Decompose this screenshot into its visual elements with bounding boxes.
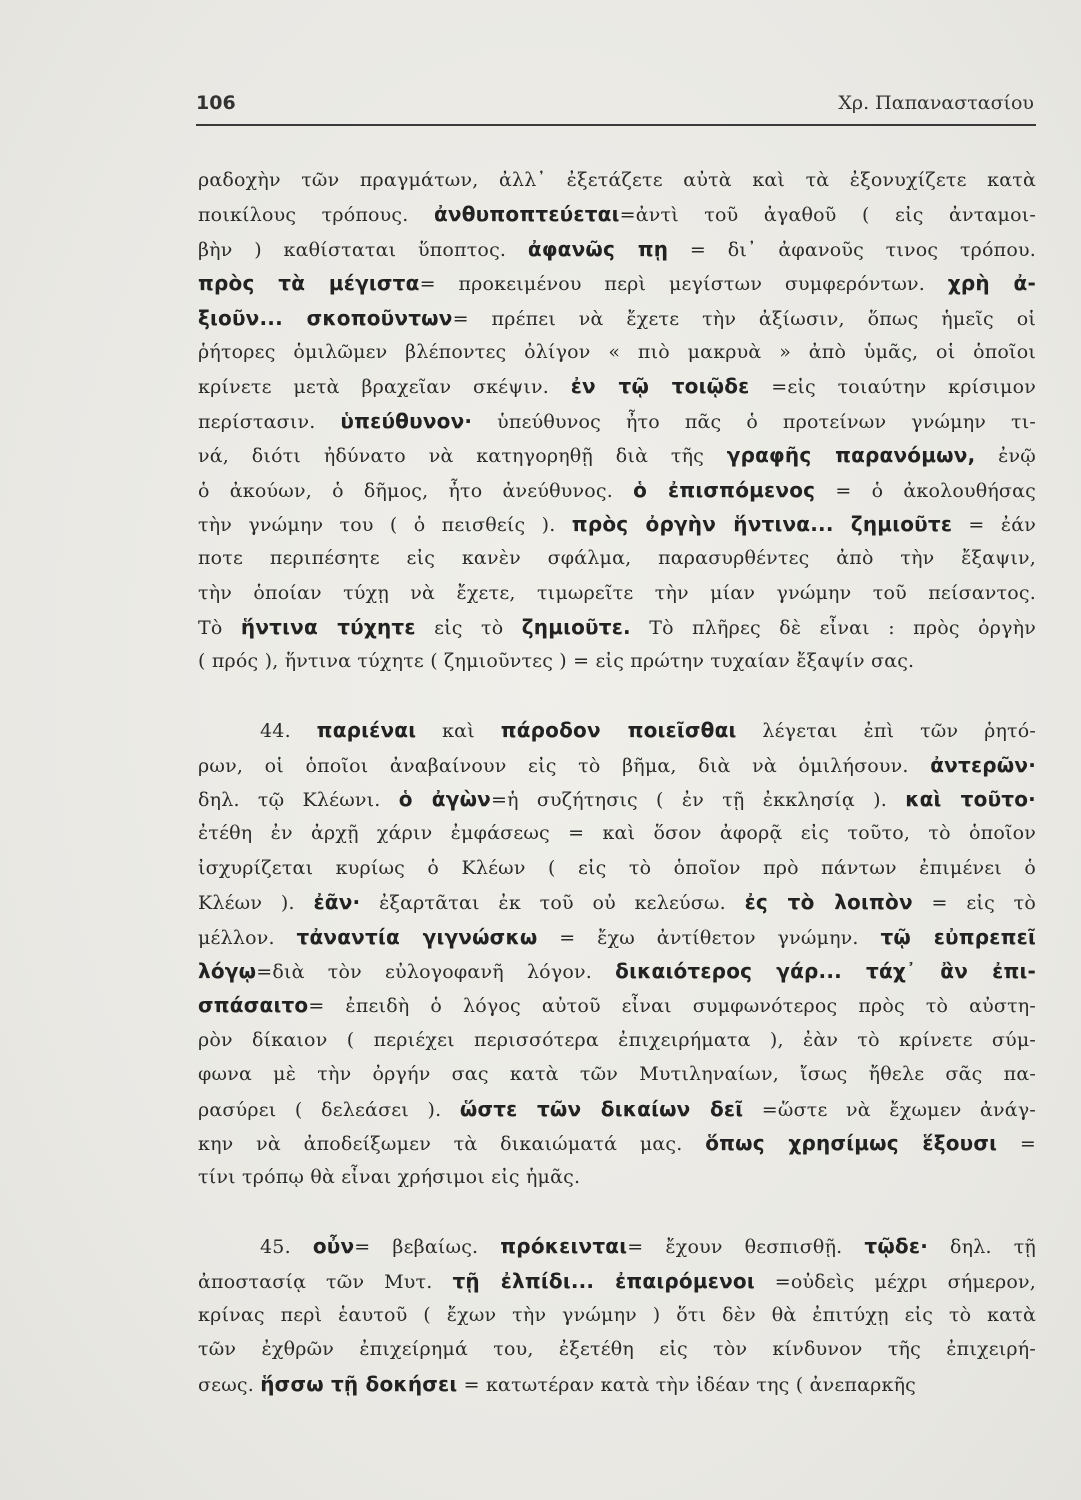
gloss: ρασύρει ( δελεάσει ). bbox=[198, 1098, 460, 1121]
paragraph-gap bbox=[198, 679, 1036, 713]
header-rule bbox=[196, 124, 1036, 126]
lemma: σπάσαιτο bbox=[198, 993, 309, 1018]
gloss: Τὸ bbox=[198, 617, 241, 640]
gloss: λέγεται ἐπὶ τῶν ῥητό- bbox=[736, 720, 1036, 743]
gloss: ἐνῷ bbox=[975, 445, 1036, 468]
gloss: ὁ ἀκούων, ὁ δῆμος, ἦτο ἀνεύθυνος. bbox=[198, 479, 634, 502]
gloss: περίστασιν. bbox=[198, 410, 341, 433]
lemma: τἀναντία γιγνώσκω bbox=[296, 924, 538, 949]
text-line bbox=[198, 782, 1036, 816]
gloss: = δι᾽ ἀφανοῦς τινος τρόπου. bbox=[668, 238, 1036, 261]
text-line bbox=[198, 507, 1036, 541]
lemma: γραφῆς παρανόμων, bbox=[726, 443, 976, 468]
lemma: ἥσσω τῇ δοκήσει bbox=[260, 1371, 458, 1396]
gloss: κρίνετε μετὰ βραχεῖαν σκέψιν. bbox=[198, 376, 571, 399]
gloss: =διὰ τὸν εὐλογοφανῆ λόγον. bbox=[256, 960, 616, 983]
gloss: = προκειμένου περὶ μεγίστων συμφερόντων. bbox=[419, 273, 948, 296]
text-line bbox=[198, 335, 1036, 369]
text-line bbox=[198, 473, 1036, 507]
text-line bbox=[198, 885, 1036, 919]
text-line bbox=[198, 713, 1036, 747]
text-line bbox=[198, 541, 1036, 575]
lemma: λόγῳ bbox=[198, 958, 257, 983]
gloss: = βεβαίως. bbox=[354, 1236, 501, 1259]
lemma: ἐς τὸ λοιπὸν bbox=[744, 890, 913, 915]
gloss: = ἐάν bbox=[952, 513, 1036, 536]
text-line bbox=[198, 851, 1036, 885]
gloss: τῶν ἐχθρῶν ἐπιχείρημά του, ἐξετέθη εἰς τὸν κίνδυνον τῆς ἐπιχειρή- bbox=[198, 1338, 1036, 1361]
gloss: ποτε περιπέσητε εἰς κανὲν σφάλμα, παρασυρθέντες ἀπὸ τὴν ἔξαψιν, bbox=[198, 547, 1036, 570]
text-line bbox=[198, 438, 1036, 472]
text-line bbox=[198, 920, 1036, 954]
text-line bbox=[198, 404, 1036, 438]
lemma: ἀντερῶν· bbox=[930, 752, 1036, 777]
lemma: τῷδε· bbox=[864, 1234, 929, 1259]
gloss: Τὸ πλῆρες δὲ εἶναι : πρὸς ὀργὴν bbox=[630, 617, 1036, 640]
text-line bbox=[198, 1367, 1036, 1401]
text-line bbox=[198, 1092, 1036, 1126]
gloss: ρων, οἱ ὁποῖοι ἀναβαίνουν εἰς τὸ βῆμα, διὰ νὰ ὁμιλήσουν. bbox=[198, 754, 931, 777]
gloss: = κατωτέραν κατὰ τὴν ἰδέαν της ( ἀνεπαρκῆς bbox=[457, 1373, 916, 1396]
lemma: ὅπως χρησίμως ἕξουσι bbox=[705, 1130, 998, 1155]
gloss: = εἰς τὸ bbox=[912, 892, 1036, 915]
lemma: πρόκεινται bbox=[500, 1234, 628, 1259]
text-line bbox=[198, 266, 1036, 300]
lemma: ἐᾶν· bbox=[313, 890, 361, 915]
text-line bbox=[198, 576, 1036, 610]
lemma: καὶ τοῦτο· bbox=[905, 787, 1036, 812]
gloss: ἀποστασίᾳ τῶν Μυτ. bbox=[198, 1270, 453, 1293]
gloss: ἰσχυρίζεται κυρίως ὁ Κλέων ( εἰς τὸ ὁποῖον πρὸ πάντων ἐπιμένει ὁ bbox=[198, 856, 1036, 879]
text-line bbox=[198, 748, 1036, 782]
gloss: 45. bbox=[260, 1236, 313, 1259]
gloss: βὴν ) καθίσταται ὕποπτος. bbox=[198, 238, 528, 261]
gloss: κην νὰ ἀποδείξωμεν τὰ δικαιώματά μας. bbox=[198, 1132, 706, 1155]
lemma: παριέναι bbox=[316, 718, 417, 743]
page-number: 106 bbox=[196, 92, 236, 114]
text-line bbox=[198, 369, 1036, 403]
lemma: ἥντινα τύχητε bbox=[240, 615, 416, 640]
text-line bbox=[198, 1160, 1036, 1194]
text-line bbox=[198, 301, 1036, 335]
gloss: νά, διότι ἠδύνατο νὰ κατηγορηθῇ διὰ τῆς bbox=[198, 445, 727, 468]
text-line bbox=[198, 163, 1036, 197]
page-header bbox=[196, 88, 1038, 128]
text-line bbox=[198, 1332, 1036, 1366]
text-line bbox=[198, 1229, 1036, 1263]
lemma: ξιοῦν... σκοποῦντων bbox=[198, 305, 453, 330]
lemma: πάροδον ποιεῖσθαι bbox=[500, 718, 737, 743]
text-line bbox=[198, 610, 1036, 644]
lemma: ἐν τῷ τοιῷδε bbox=[570, 374, 750, 399]
gloss: Κλέων ). bbox=[198, 892, 314, 915]
lemma: ἀνθυποπτεύεται bbox=[433, 202, 620, 227]
gloss: ραδοχὴν τῶν πραγμάτων, ἀλλ᾽ ἐξετάζετε αὐτὰ καὶ τὰ ἐξονυχίζετε κατὰ bbox=[198, 169, 1036, 191]
gloss: μέλλον. bbox=[198, 926, 297, 949]
lemma: τῷ εὐπρεπεῖ bbox=[880, 924, 1036, 949]
gloss: = ἐπειδὴ ὁ λόγος αὐτοῦ εἶναι συμφωνότερος πρὸς τὸ αὐστη- bbox=[308, 995, 1036, 1018]
lemma: οὖν bbox=[312, 1234, 355, 1259]
gloss: τὴν γνώμην του ( ὁ πεισθείς ). bbox=[198, 513, 572, 536]
lemma: ἀφανῶς πῃ bbox=[527, 236, 669, 261]
gloss: =εἰς τοιαύτην κρίσιμον bbox=[749, 376, 1036, 399]
paragraph-gap bbox=[198, 1195, 1036, 1229]
gloss: εἰς τὸ bbox=[415, 617, 522, 640]
gloss: ποικίλους τρόπους. bbox=[198, 204, 434, 227]
lemma: ὁ ἀγὼν bbox=[398, 787, 491, 812]
gloss: ἐτέθη ἐν ἀρχῇ χάριν ἐμφάσεως = καὶ ὅσον ἀφορᾷ εἰς τοῦτο, τὸ ὁποῖον bbox=[198, 822, 1036, 845]
text-line bbox=[198, 1264, 1036, 1298]
text-line bbox=[198, 954, 1036, 988]
gloss: δηλ. τῇ bbox=[928, 1236, 1036, 1259]
gloss: δηλ. τῷ Κλέωνι. bbox=[198, 789, 399, 812]
text-line bbox=[198, 1057, 1036, 1091]
lemma: ὁ ἐπισπόμενος bbox=[633, 477, 816, 502]
text-line bbox=[198, 1023, 1036, 1057]
running-head: Χρ. Παπαναστασίου bbox=[838, 92, 1034, 114]
text-line bbox=[198, 232, 1036, 266]
text-line bbox=[198, 197, 1036, 231]
gloss: =οὐδεὶς μέχρι σήμερον, bbox=[754, 1270, 1036, 1293]
text-line bbox=[198, 1298, 1036, 1332]
gloss: = ὁ ἀκολουθήσας bbox=[815, 479, 1036, 502]
gloss: φωνα μὲ τὴν ὀργήν σας κατὰ τῶν Μυτιληναίων, ἴσως ἤθελε σᾶς πα- bbox=[198, 1063, 1036, 1086]
lemma: δικαιότερος γάρ... τάχ᾽ ἂν ἐπι- bbox=[615, 958, 1036, 983]
lemma: πρὸς τὰ μέγιστα bbox=[198, 271, 420, 296]
gloss: ἐξαρτᾶται ἐκ τοῦ οὐ κελεύσω. bbox=[360, 892, 745, 915]
gloss: τὴν ὁποίαν τύχῃ νὰ ἔχετε, τιμωρεῖτε τὴν μίαν γνώμην τοῦ πείσαντος. bbox=[198, 581, 1036, 604]
gloss: 44. bbox=[260, 720, 317, 743]
lemma: τῇ ἐλπίδι... ἐπαιρόμενοι bbox=[452, 1268, 755, 1293]
gloss: = bbox=[997, 1132, 1036, 1155]
lemma: ὑπεύθυνον· bbox=[340, 408, 473, 433]
gloss: = ἔχω ἀντίθετον γνώμην. bbox=[537, 926, 881, 949]
commentary-text bbox=[198, 163, 1036, 1401]
text-line bbox=[198, 816, 1036, 850]
lemma: ὥστε τῶν δικαίων δεῖ bbox=[459, 1096, 744, 1121]
gloss: = ἔχουν θεσπισθῇ. bbox=[627, 1236, 865, 1259]
lemma: χρὴ ἀ- bbox=[947, 271, 1036, 296]
gloss: = πρέπει νὰ ἔχετε τὴν ἀξίωσιν, ὅπως ἡμεῖς οἱ bbox=[452, 307, 1036, 330]
gloss: ὑπεύθυνος ἦτο πᾶς ὁ προτείνων γνώμην τι- bbox=[472, 410, 1036, 433]
gloss: καὶ bbox=[416, 720, 501, 743]
gloss: =ἡ συζήτησις ( ἐν τῇ ἐκκλησίᾳ ). bbox=[490, 789, 906, 812]
gloss: τίνι τρόπῳ θὰ εἶναι χρήσιμοι εἰς ἡμᾶς. bbox=[198, 1166, 581, 1189]
gloss: ρὸν δίκαιον ( περιέχει περισσότερα ἐπιχειρήματα ), ἐὰν τὸ κρίνετε σύμ- bbox=[198, 1028, 1036, 1051]
text-line bbox=[198, 1126, 1036, 1160]
gloss: κρίνας περὶ ἑαυτοῦ ( ἔχων τὴν γνώμην ) ὅτι δὲν θὰ ἐπιτύχῃ εἰς τὸ κατὰ bbox=[198, 1303, 1036, 1326]
lemma: ζημιοῦτε. bbox=[521, 615, 631, 640]
text-line bbox=[198, 988, 1036, 1022]
text-line bbox=[198, 644, 1036, 678]
gloss: =ἀντὶ τοῦ ἀγαθοῦ ( εἰς ἀνταμοι- bbox=[619, 204, 1036, 227]
gloss: =ὥστε νὰ ἔχωμεν ἀνάγ- bbox=[743, 1098, 1036, 1121]
gloss: ( πρός ), ἥντινα τύχητε ( ζημιοῦντες ) = εἰς πρώτην τυχαίαν ἔξαψίν σας. bbox=[198, 650, 915, 673]
gloss: σεως. bbox=[198, 1373, 261, 1396]
lemma: πρὸς ὀργὴν ἥντινα... ζημιοῦτε bbox=[571, 511, 953, 536]
gloss: ῥήτορες ὁμιλῶμεν βλέποντες ὀλίγον « πιὸ μακρυὰ » ἀπὸ ὑμᾶς, οἱ ὁποῖοι bbox=[198, 340, 1036, 363]
